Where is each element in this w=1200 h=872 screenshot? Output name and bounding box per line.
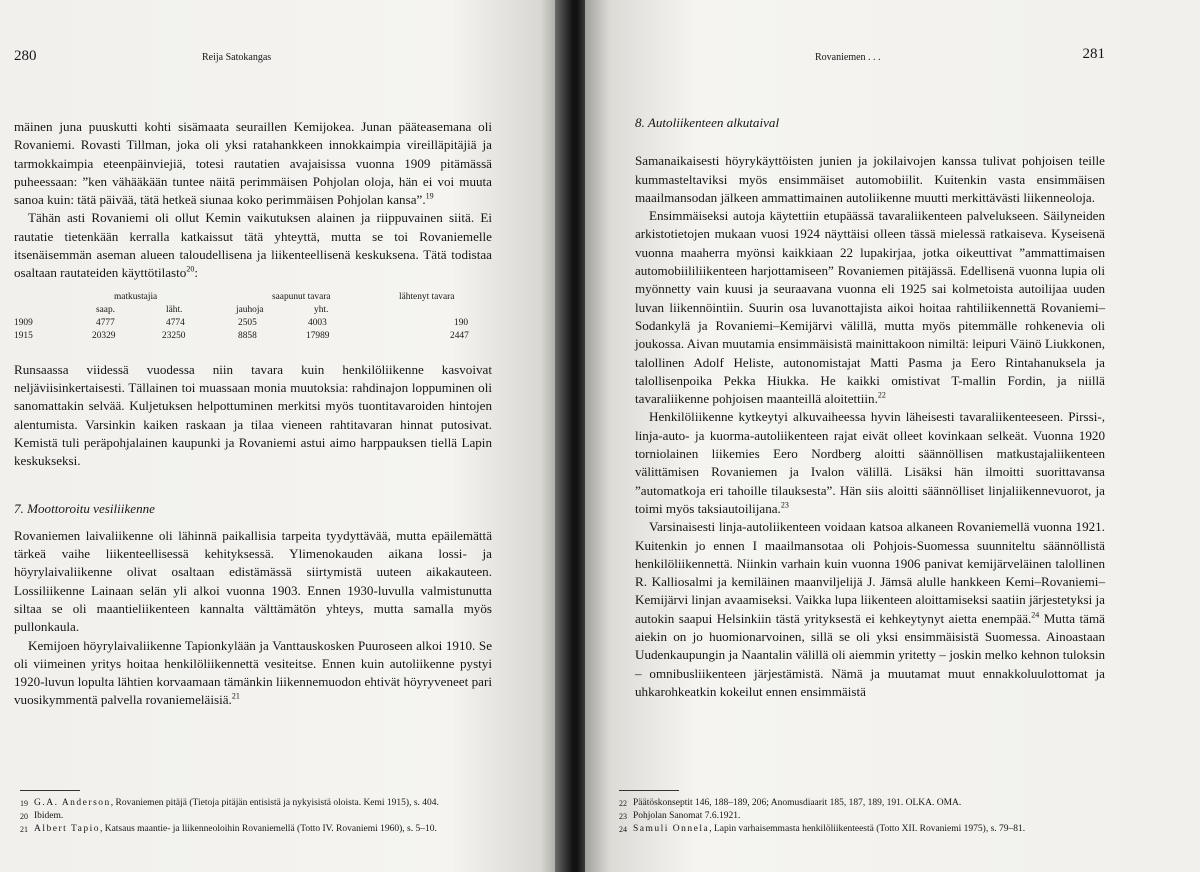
footnote-ref[interactable]: 24 (1031, 610, 1040, 620)
left-running-title: Reija Satokangas (202, 52, 272, 63)
footnote-text: Ibidem. (34, 811, 64, 821)
footnote-text: , Katsaus maantie- ja liikenneoloihin Rovaniemellä (Totto IV. Rovaniemi 1960), s. 5–10. (99, 824, 437, 834)
footnote (619, 810, 1079, 823)
footnote-ref[interactable]: 22 (877, 390, 886, 400)
left-body-text (14, 118, 492, 710)
footnote-text: Päätöskonseptit 146, 188–189, 206; Anomusdiaarit 185, 187, 189, 191. OLKA. OMA. (633, 798, 962, 808)
footnote-number: 22 (619, 799, 627, 808)
footnote (20, 810, 494, 823)
footnote-number: 23 (619, 812, 627, 821)
paragraph: Kemijoen höyrylaivaliikenne Tapionkylään ja Vanttauskosken Puuroseen alkoi 1910. Se oli viimeinen yritys hoitaa henkilöliikennettä vesiteitse. Ennen kuin autoliikenne pystyi 1920-luvun lopulta lähtien korvaamaan tämänkin liikennemuodon ehtivät höyryveneet pari vuosikymmentä palvella rovaniemeläisiä.$^{21}$ (14, 637, 492, 708)
section-heading: 8. Autoliikenteen alkutaival (635, 115, 780, 130)
paragraph: mäinen juna puuskutti kohti sisämaata seuraillen Kemijokea. Junan pääteasemana oli Rovaniemi. Rovasti Tillman, joka oli yksi ratahankkeen innokkaimpia vireilläpitäjiä ja tarmokkaimpia eteenpäinviejiä, totesi rautatien avajaisissa vuonna 1909 pitämässä puheessaan: ”ken vähääkään tuntee näitä perimmäisen Pohjolan oloja, hän ei voi muuta sanoa kuin: tätä päivää, tätä hetkeä siunaa koko perimmäisen Pohjolan kansa”.$^{19}$ (14, 119, 492, 208)
paragraph: Runsaassa viidessä vuodessa niin tavara kuin henkilöliikenne kasvoivat neljäviisinkertaisesti. Tällainen toi muassaan monia muutoksia: rahdinajon loppuminen oli sanomattakin selvää. Kuljetuksen helpottuminen merkitsi myös tuontitavaroiden hintojen alentumista. Varsinkin kaiken raskaan ja tilaa vieneen rahtitavaran hinnat putosivat. Kemistä tuli peräpohjalainen kaupunki ja Rovaniemi astui aimo harppauksen tiellä Lapin keskukseksi. (14, 361, 492, 469)
table-cell: 2505 (238, 317, 257, 328)
paragraph: Samanaikaisesti höyrykäyttöisten junien ja jokilaivojen kanssa tulivat pohjoisen teille kummasteltaviksi myös ensimmäiset automobiilit. Kuitenkin vasta ensimmäisen maailmansodan jälkeen ammattimainen autoliikenne muutti merkittävästi liikenneoloja. (635, 153, 1105, 205)
footnote (20, 797, 494, 810)
footnote-author: Albert Tapio (34, 824, 100, 834)
footnote (619, 823, 1079, 836)
footnote (20, 823, 494, 836)
table-cell-year: 1909 (14, 317, 33, 328)
footnote-ref[interactable]: 20 (186, 265, 195, 275)
table-cell: 2447 (450, 330, 469, 341)
right-footnotes (619, 790, 1079, 836)
footnote-text: , Rovaniemen pitäjä (Tietoja pitäjän entisistä ja nykyisistä oloista. Kemi 1915), s. 404. (110, 798, 439, 808)
footnote-author: G.A. Anderson (34, 798, 111, 808)
table-subheader: läht. (166, 304, 183, 315)
footnote-ref[interactable]: 19 (425, 191, 434, 201)
right-page (585, 0, 1200, 872)
footnote-number: 19 (20, 799, 28, 808)
footnote (619, 797, 1079, 810)
table-cell: 8858 (238, 330, 257, 341)
table-group-header: matkustajia (114, 291, 158, 302)
left-page (0, 0, 563, 872)
footnote-ref[interactable]: 23 (780, 500, 789, 510)
footnote-number: 21 (20, 825, 28, 834)
table-subheader: jauhoja (236, 304, 264, 315)
paragraph: Henkilöliikenne kytkeytyi alkuvaiheessa hyvin läheisesti tavaraliikenteeseen. Pirssi-, linja-auto- ja kuorma-autoliikenteen rajat eivät olleet kovinkaan selkeät. Vuonna 1920 torniolainen liikemies Eero Nordberg aloitti säännöllisen matkustajaliikenteen välittämisen Rovaniemen ja Ivalon välillä. Lisäksi hän ilmoitti suorittavansa ”automatkoja eri tahoille tilauksesta”. Hän siis aloitti säännölliset linjaliikennevuorot, ja toimi myös taksiautoilijana.$^{23}$ (635, 409, 1105, 516)
footnote-author: Samuli Onnela (633, 824, 710, 834)
section-heading: 7. Moottoroitu vesiliikenne (14, 501, 155, 517)
left-page-content (14, 46, 492, 710)
right-page-number: 281 (1082, 46, 1105, 62)
left-running-head (14, 46, 492, 72)
right-page-content (635, 46, 1105, 701)
table-cell: 4774 (166, 317, 185, 328)
paragraph: Rovaniemen laivaliikenne oli lähinnä paikallisia tarpeita tyydyttävää, mutta epäilemättä tärkeä vaihe liikenteellisessä kehityksessä. Ylimenokauden aikana lossi- ja höyrylaivaliikenne olivat osaltaan edistämässä siirtymistä uuteen aikakauteen. Lossiliikenne Lainaan selän yli alkoi vuonna 1903. Ennen 1930-luvulla valmistunutta siltaa se oli maantieliikenteen kannalta välttämätön yhteys, mutta samalla myös pullonkaula. (14, 527, 492, 635)
right-body-text (635, 114, 1105, 701)
table-group-header: lähtenyt tavara (399, 291, 455, 302)
paragraph: Ensimmäiseksi autoja käytettiin etupäässä tavaraliikenteen palvelukseen. Säilyneiden arkistotietojen mukaan vuosi 1924 näyttäisi olleen tässä mielessä ratkaiseva. Kyseisenä vuonna maaherra myönsi kaikkiaan 22 lupakirjaa, jotka oikeuttivat ”ammattimaisen automobiililiikenteen harjottamiseen” Rovaniemen pitäjässä. Edellisenä vuonna lupia oli myönnetty vain kuusi ja seuraavana vuonna eli 1925 sai kolmetoista autoilijaa uuden luvan liikennöintiin. Suurin osa luvanottajista aikoi hoitaa rahtiliikennettä Rovaniemi–Sodankylä ja Rovaniemi–Kemijärvi välillä, mutta myös pitemmälle rohkenevia oli joukossa. Aivan muutamia ensimmäisistä mainittakoon nimiltä: leipuri Väinö Liukkonen, talollinen Adolf Heliste, autonomistajat Matti Pasma ja Eero Rintahanuksela ja talollisenpoika Pekka Hiukka. He kaikki omistivat T-mallin Fordin, ja niillä tavaraliikenne pohjoisen maanteillä aloitettiin.$^{22}$ (635, 208, 1105, 407)
left-footnotes (20, 790, 494, 836)
railway-statistics-table (14, 291, 492, 351)
paragraph: Tähän asti Rovaniemi oli ollut Kemin vaikutuksen alainen ja riippuvainen siitä. Ei rautatie tietenkään kerralla katkaissut tätä yhteyttä, mutta se toi Rovaniemelle itsenäisemmän aseman alueen taloudellisena ja liikenteellisenä keskuksena. Tätä todistaa osaltaan rautateiden käyttötilasto$^{20}$: (14, 210, 492, 281)
table-cell: 20329 (92, 330, 116, 341)
table-subheader: yht. (314, 304, 329, 315)
table-cell-year: 1915 (14, 330, 33, 341)
table-subheader: saap. (96, 304, 116, 315)
table-cell: 17989 (306, 330, 330, 341)
table-group-header: saapunut tavara (272, 291, 331, 302)
footnote-rule (20, 790, 80, 791)
table-cell: 23250 (162, 330, 186, 341)
paragraph: Varsinaisesti linja-autoliikenteen voidaan katsoa alkaneen Rovaniemellä vuonna 1921. Kuitenkin jo ennen I maailmansotaa oli Pohjois-Suomessa suunniteltu säännöllistä henkilöliikennettä. Niinkin varhain kuin vuonna 1906 panivat kemijärveläinen talollinen R. Kalliosalmi ja kemiläinen maanviljelijä J. Jämsä alulle hankkeen Kemi–Rovaniemi–Kemijärvi linjan avaamiseksi. Vaikka lupa liikenteen aloittamiseksi saatiin järjestetyksi ja autokin saapui Helsinkiin tästä yrityksestä ei kehkeytynyt aietta enempää.$^{24}$ Mutta tämä aiekin on jo huomionarvoinen, sillä se oli yksi ensimmäisistä Suomessa. Ainoastaan Uudenkaupungin ja Naantalin välillä oli aiemmin yritetty – joskin melko kehnon tuloksin – omnibusliikenteen järjestämistä. Nämä ja muutamat muut ennakkoluulottomat ja uhkarohkeatkin kokeilut ennen ensimmäistä (635, 519, 1105, 699)
footnote-rule (619, 790, 679, 791)
right-running-title: Rovaniemen . . . (815, 52, 881, 63)
table-cell: 190 (454, 317, 469, 328)
footnote-text: Pohjolan Sanomat 7.6.1921. (633, 811, 741, 821)
right-running-head (635, 46, 1105, 72)
footnote-number: 20 (20, 812, 28, 821)
left-page-number: 280 (14, 48, 37, 64)
footnote-ref[interactable]: 21 (231, 692, 240, 702)
footnote-text: , Lapin varhaisemmasta henkilöliikenteestä (Totto XII. Rovaniemi 1975), s. 79–81. (709, 824, 1026, 834)
table-cell: 4003 (308, 317, 327, 328)
table-cell: 4777 (96, 317, 115, 328)
footnote-number: 24 (619, 825, 627, 834)
